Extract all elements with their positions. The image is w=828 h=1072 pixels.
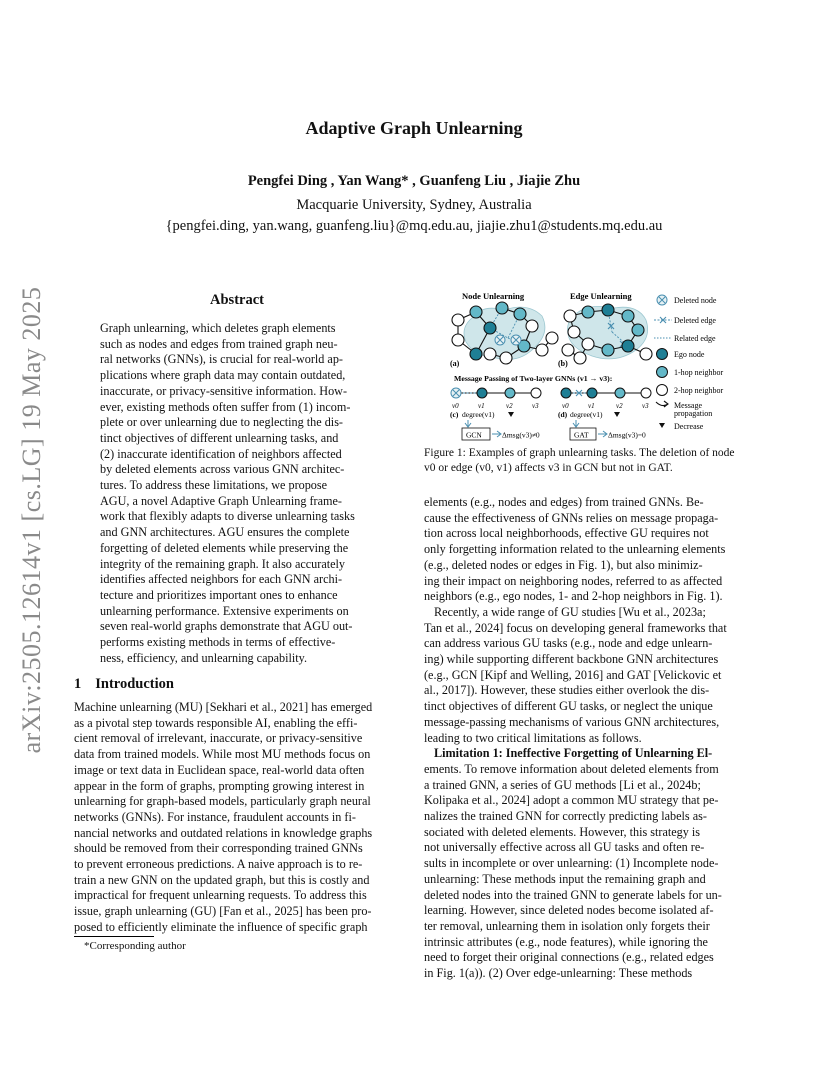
- node-label-v1: v1: [478, 402, 485, 410]
- body-line: ing) while supporting different backbone GNN architectures: [424, 652, 719, 667]
- body-line: only forgetting information related to the unlearning elements: [424, 542, 726, 557]
- node-label-v3: v3: [532, 402, 539, 410]
- intro-line: nancial networks and outdated relations in knowledge graphs: [74, 825, 373, 840]
- body-line: Recently, a wide range of GU studies [Wu et al., 2023a;: [434, 604, 706, 619]
- fig-message-passing-title: Message Passing of Two-layer GNNs (v1 → v3):: [454, 374, 613, 383]
- node-label-v0: v0: [452, 402, 459, 410]
- intro-line: issue, graph unlearning (GU) [Fan et al., 2025] has been pro-: [74, 904, 372, 919]
- degree-label: degree(v1): [570, 410, 603, 419]
- intro-line: as a pivotal step towards responsible AI, enabling the effi-: [74, 715, 358, 730]
- ego-node-icon: [657, 349, 668, 360]
- abstract-line: tures. To address these limitations, we propose: [100, 478, 328, 493]
- section-title: Introduction: [95, 676, 174, 692]
- figure-legend: [654, 295, 723, 431]
- intro-line: networks (GNNs). For instance, fraudulent accounts in fi-: [74, 809, 356, 824]
- fig-title-node-unlearning: Node Unlearning: [462, 291, 525, 301]
- body-line: Kolipaka et al., 2024] adopt a common MU strategy that pe-: [424, 793, 719, 808]
- abstract-line: seven real-world graphs demonstrate that AGU out-: [100, 619, 353, 634]
- body-line: elements (e.g., nodes and edges) from trained GNNs. Be-: [424, 495, 704, 509]
- panel-a-node-unlearning: [450, 302, 558, 368]
- right-column-body: [424, 495, 764, 982]
- body-line: nalizes the trained GNN for correctly predicting labels as-: [424, 809, 707, 824]
- abstract-line: such as nodes and edges from trained graph neu-: [100, 336, 338, 351]
- body-line: Limitation 1: Ineffective Forgetting of Unlearning El-: [434, 746, 713, 761]
- abstract-line: work that flexibly adapts to diverse unlearning tasks: [100, 509, 355, 524]
- panel-c-gcn: [450, 388, 541, 440]
- msg-gat: Δmsg(v3)=0: [608, 430, 646, 440]
- abstract-line: ever, existing methods often suffer from (1) incom-: [100, 399, 351, 414]
- arrow-right-icon: [492, 431, 501, 437]
- caption-line: v0 or edge (v0, v1) affects v3 in GCN but not in GAT.: [424, 461, 673, 474]
- abstract-body: [100, 321, 376, 666]
- arrow-right-icon: [598, 431, 607, 437]
- author-list: Pengfei Ding , Yan Wang* , Guanfeng Liu , Jiajie Zhu: [247, 173, 581, 189]
- legend-1-hop: 1-hop neighbor: [674, 368, 724, 377]
- body-line: unlearning: These methods input the remaining graph and: [424, 871, 706, 886]
- body-line: can address various GU tasks (e.g., node and edge unlearn-: [424, 636, 713, 651]
- body-line: (e.g., deleted nodes or edges in Fig. 1), but also minimiz-: [424, 557, 703, 572]
- intro-line: appear in the form of graphs, prompting growing interest in: [74, 778, 365, 793]
- legend-message: Message: [674, 401, 702, 410]
- body-line: ements. To remove information about deleted elements from: [424, 761, 719, 776]
- node-label-v0: v0: [562, 402, 569, 410]
- figure-caption: [424, 446, 764, 475]
- arxiv-identifier: arXiv:2505.12614v1 [cs.LG] 19 May 2025: [17, 286, 46, 754]
- intro-line: to prevent erroneous predictions. A naive approach is to re-: [74, 857, 363, 872]
- abstract-line: tecture and prioritizes important ones to enhance: [100, 587, 338, 602]
- abstract-line: performs existing methods in terms of effective-: [100, 635, 336, 650]
- legend-related-edge: Related edge: [674, 334, 716, 343]
- abstract-line: plete or over unlearning due to neglecting the dis-: [100, 415, 343, 430]
- abstract-line: ral networks (GNNs), is crucial for real-world ap-: [100, 352, 343, 367]
- abstract-line: and GNN architectures. AGU ensures the complete: [100, 525, 350, 540]
- body-line: a trained GNN, a series of GU methods [Li et al., 2024b;: [424, 777, 701, 792]
- author-emails: {pengfei.ding, yan.wang, guanfeng.liu}@mq.edu.au, jiajie.zhu1@students.mq.edu.au: [165, 218, 663, 234]
- decrease-arrow-icon: [614, 412, 620, 417]
- msg-gcn: Δmsg(v3)≠0: [502, 430, 540, 440]
- body-line: Tan et al., 2024] focus on developing general frameworks that: [424, 620, 727, 635]
- intro-line: image or text data in Euclidean space, real-world data often: [74, 762, 365, 777]
- intro-line: should be removed from their corresponding trained GNNs: [74, 841, 363, 856]
- body-line: neighbors (e.g., ego nodes, 1- and 2-hop neighbors in Fig. 1).: [424, 589, 723, 604]
- intro-line: cient removal of irrelevant, inaccurate, or privacy-sensitive: [74, 731, 363, 746]
- decrease-arrow-icon: [508, 412, 514, 417]
- abstract-line: (2) inaccurate identification of neighbors affected: [100, 446, 342, 461]
- introduction-body: [74, 700, 400, 936]
- caption-line: Figure 1: Examples of graph unlearning tasks. The deletion of node: [424, 447, 735, 459]
- body-line: deleted nodes into the trained GNN to generate labels for un-: [424, 887, 722, 902]
- two-hop-neighbor-icon: [657, 385, 668, 396]
- body-line: tinct objectives of different GU tasks, or neglect the unique: [424, 699, 713, 714]
- gcn-label: GCN: [466, 430, 482, 440]
- abstract-line: ness, efficiency, and unlearning capability.: [100, 650, 307, 665]
- one-hop-neighbor-icon: [657, 367, 668, 378]
- body-line: not universally effective across all GU tasks and often re-: [424, 840, 705, 855]
- abstract-heading: Abstract: [210, 292, 264, 308]
- panel-b-edge-unlearning: [558, 304, 652, 368]
- arrow-down-icon: [573, 420, 579, 427]
- paper-title: Adaptive Graph Unlearning: [305, 118, 523, 138]
- panel-label-a: (a): [450, 359, 460, 368]
- legend-propagation: propagation: [674, 409, 713, 418]
- node-label-v3: v3: [642, 402, 649, 410]
- body-line: sults in incomplete or over unlearning: (1) Incomplete node-: [424, 856, 719, 871]
- body-line: message-passing mechanisms of various GNN architectures,: [424, 714, 720, 729]
- intro-line: unlearning for graph-based models, particularly graph neural: [74, 794, 371, 809]
- intro-line: data from trained models. While most MU methods focus on: [74, 747, 371, 762]
- figure-graph-unlearning: [424, 288, 764, 444]
- abstract-line: by deleted elements across various GNN architec-: [100, 462, 345, 477]
- panel-label-b: (b): [558, 359, 568, 368]
- node-label-v2: v2: [506, 402, 513, 410]
- section-number: 1: [74, 676, 82, 692]
- body-line: ter removal, unlearning them in isolation only forgets their: [424, 918, 710, 933]
- abstract-line: plications where graph data may contain outdated,: [100, 368, 346, 383]
- intro-line: Machine unlearning (MU) [Sekhari et al., 2021] has emerged: [74, 700, 373, 714]
- abstract-line: identifies affected neighbors for each GNN archi-: [100, 572, 343, 587]
- intro-line: impractical for frequent unlearning requests. To address this: [74, 888, 367, 903]
- abstract-line: Graph unlearning, which deletes graph elements: [100, 321, 336, 335]
- body-line: cause the effectiveness of GNNs relies on message propaga-: [424, 510, 719, 525]
- footnote-rule: [74, 936, 154, 937]
- legend-2-hop: 2-hop neighbor: [674, 386, 724, 395]
- node-label-v2: v2: [616, 402, 623, 410]
- abstract-line: inaccurate, or privacy-sensitive information. How-: [100, 383, 348, 398]
- affiliation: Macquarie University, Sydney, Australia: [296, 197, 532, 213]
- message-propagation-icon: [656, 401, 668, 407]
- intro-line: posed to efficiently eliminate the influence of specific graph: [74, 919, 368, 934]
- body-line: in Fig. 1(a)). (2) Over edge-unlearning: These methods: [424, 966, 693, 981]
- body-line: need to forget their original connections (e.g., related edges: [424, 950, 714, 965]
- legend-ego-node: Ego node: [674, 350, 705, 359]
- degree-label: degree(v1): [462, 410, 495, 419]
- abstract-line: unlearning performance. Extensive experiments on: [100, 603, 349, 618]
- body-line: sociated with deleted elements. However, this strategy is: [424, 824, 701, 839]
- decrease-icon: [659, 423, 665, 428]
- intro-line: train a new GNN on the updated graph, but this is costly and: [74, 872, 370, 887]
- abstract-line: AGU, a novel Adaptive Graph Unlearning frame-: [100, 493, 342, 508]
- panel-d-gat: [558, 388, 651, 440]
- legend-deleted-node: Deleted node: [674, 296, 717, 305]
- arrow-down-icon: [465, 420, 471, 427]
- abstract-line: tinct objectives of different unlearning tasks, and: [100, 430, 339, 445]
- abstract-line: forgetting of deleted elements while preserving the: [100, 540, 349, 555]
- body-line: tion across local neighborhoods, effective GU requires not: [424, 526, 709, 541]
- body-line: leading to two critical limitations as follows.: [424, 730, 642, 745]
- section-heading-introduction: [74, 676, 174, 693]
- abstract-line: integrity of the remaining graph. It also accurately: [100, 556, 346, 571]
- body-line: ing their impact on neighboring nodes, referred to as affected: [424, 573, 723, 588]
- gat-label: GAT: [574, 430, 589, 440]
- body-line: al., 2017]). However, these studies either overlook the dis-: [424, 683, 710, 698]
- body-line: intrinsic attributes (e.g., node features), while ignoring the: [424, 934, 708, 949]
- legend-deleted-edge: Deleted edge: [674, 316, 716, 325]
- panel-label-c: (c): [450, 410, 459, 419]
- body-line: (e.g., GCN [Kipf and Welling, 2016] and GAT [Velickovic et: [424, 667, 722, 682]
- body-line: learning. However, since deleted nodes become isolated af-: [424, 903, 714, 918]
- footnote: *Corresponding author: [84, 940, 186, 952]
- node-label-v1: v1: [588, 402, 595, 410]
- legend-decrease: Decrease: [674, 422, 704, 431]
- fig-title-edge-unlearning: Edge Unlearning: [570, 291, 632, 301]
- panel-label-d: (d): [558, 410, 568, 419]
